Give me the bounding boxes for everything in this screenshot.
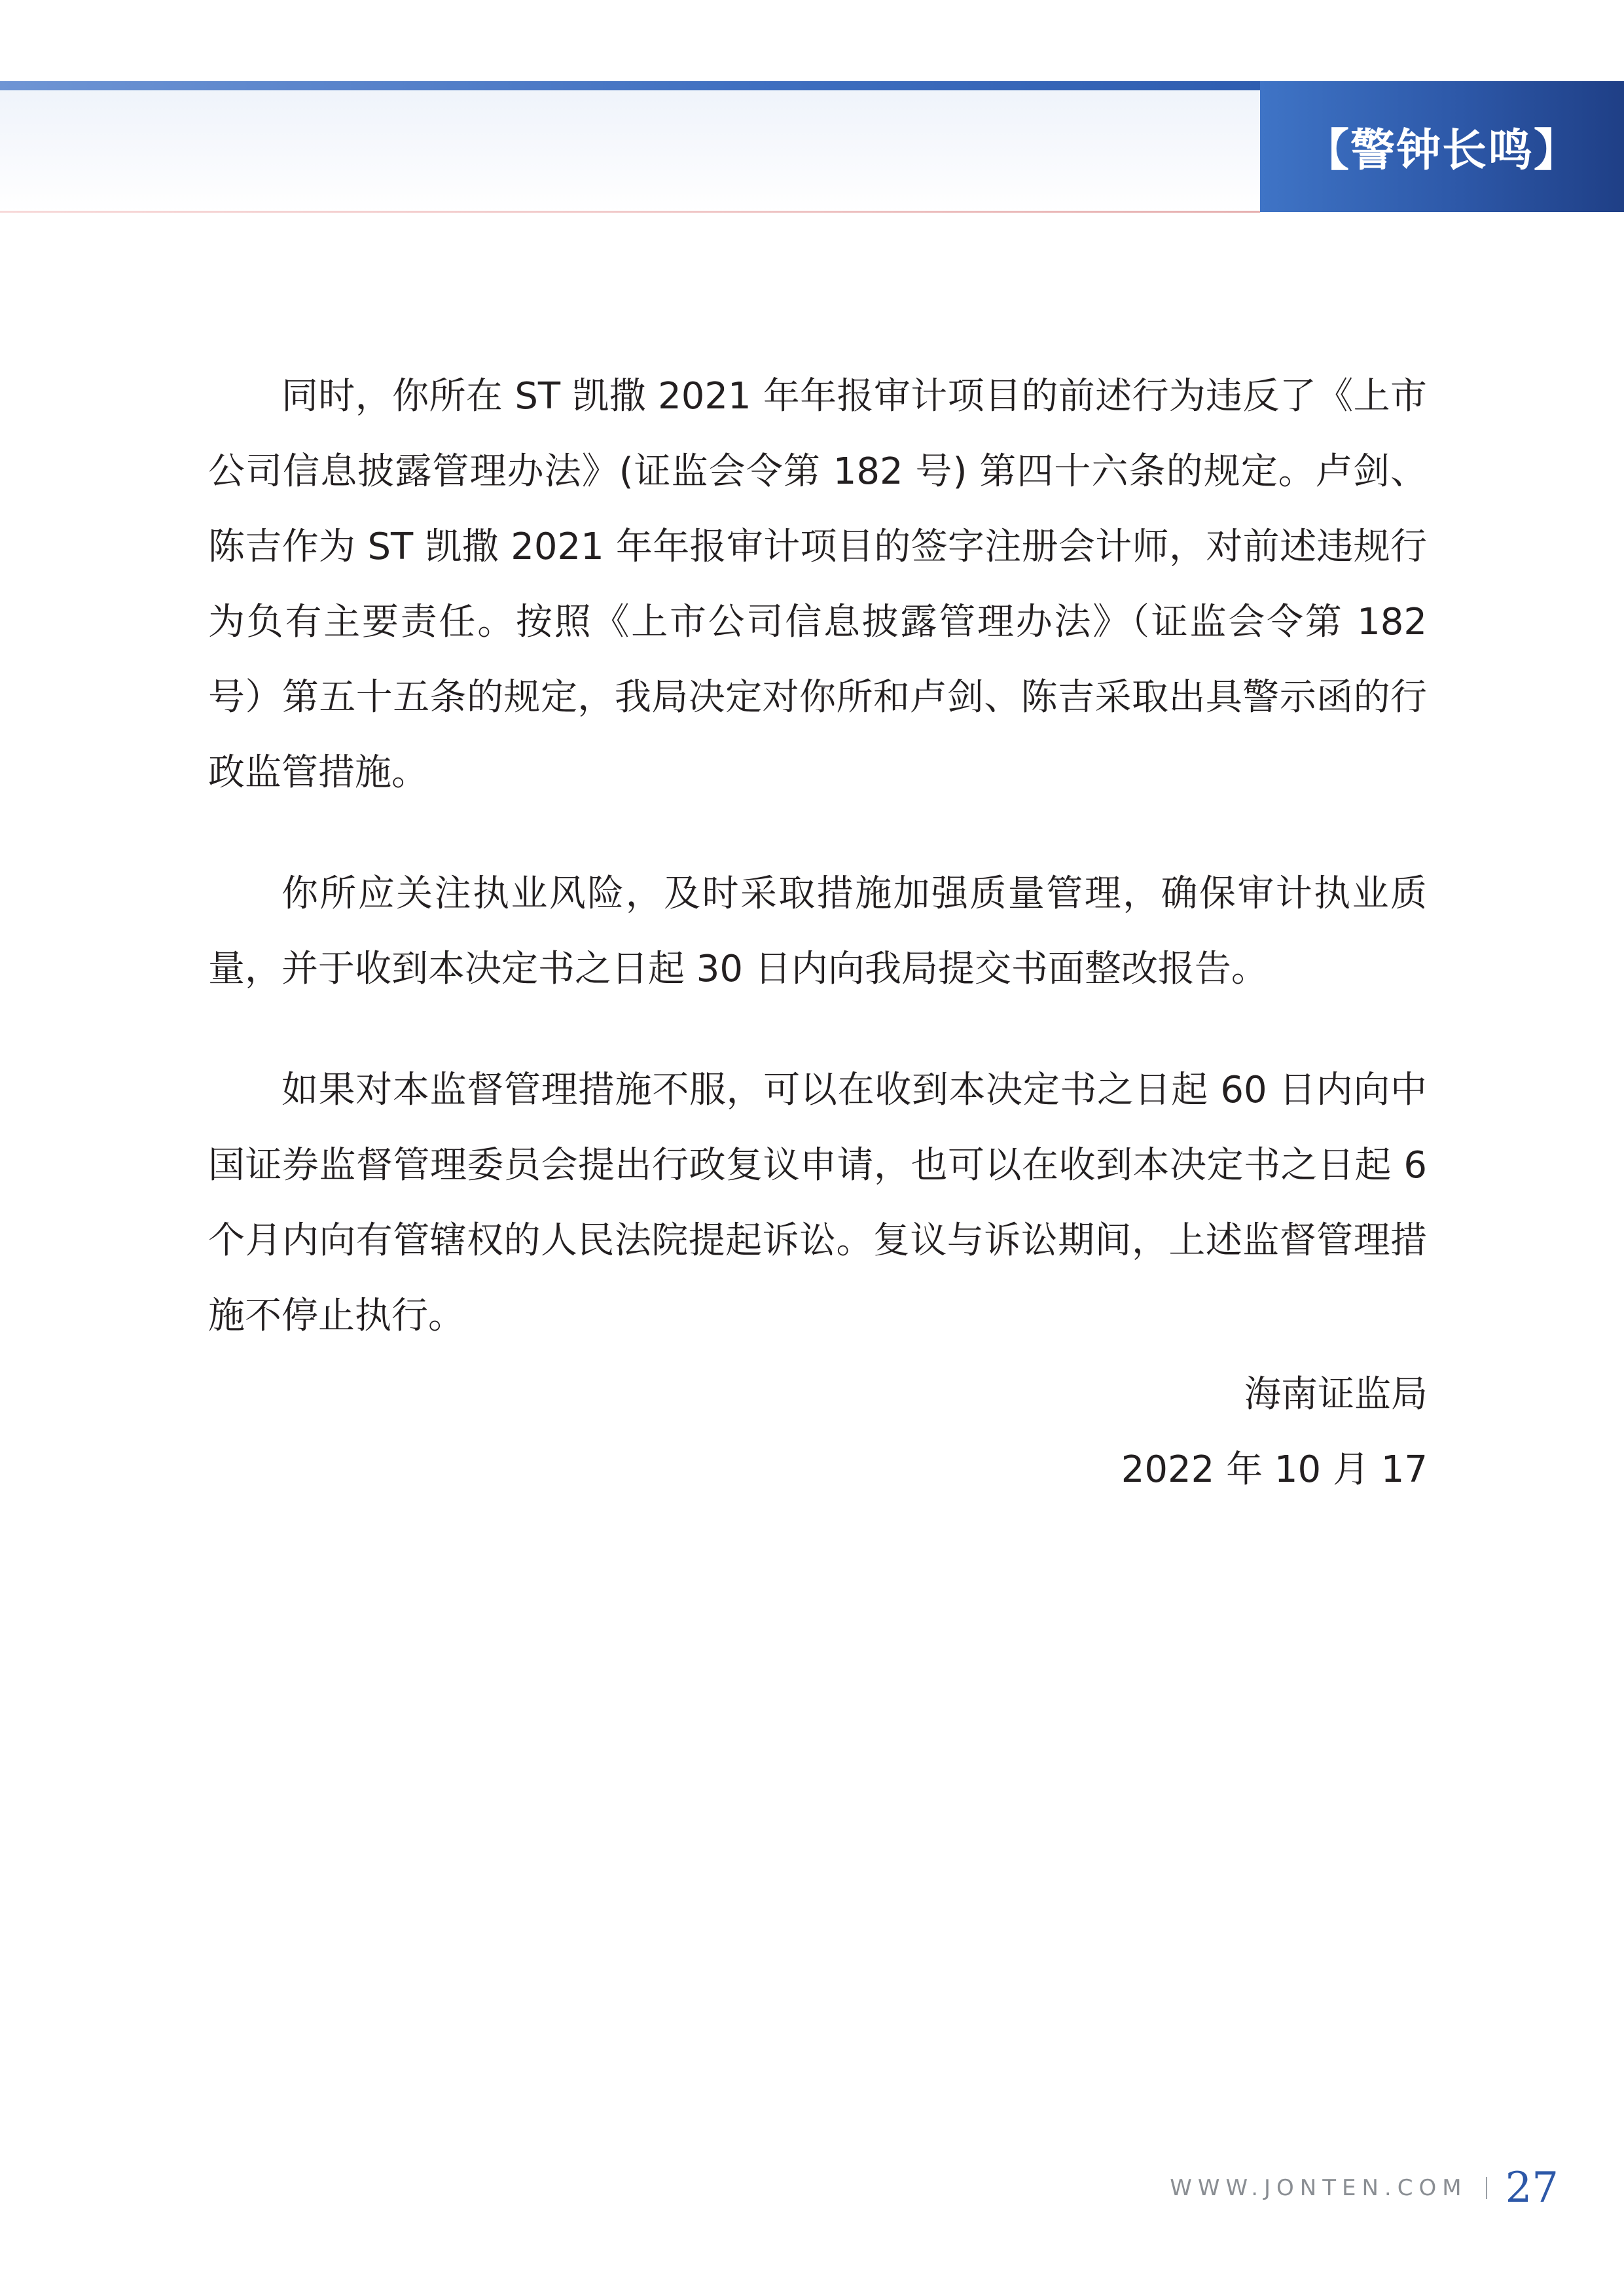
issuer-name: 海南证监局	[1244, 1373, 1428, 1416]
section-tag-label: 【警钟长鸣】	[1304, 124, 1579, 177]
paragraph: 如果对本监督管理措施不服，可以在收到本决定书之日起 60 日内向中国证券监督管理委员会提出行政复议申请，也可以在收到本决定书之日起 6 个月内向有管辖权的人民法院提起诉讼。复议与诉讼期间，上述监督管理措施不停止执行。	[208, 1069, 1427, 1337]
paragraph: 同时，你所在 ST 凯撒 2021 年年报审计项目的前述行为违反了《上市公司信息披露管理办法》(证监会令第 182 号) 第四十六条的规定。卢剑、陈吉作为 ST 凯撒 2021 年年报审计项目的签字注册会计师，对前述违规行为负有主要责任。按照《上市公司信息披露管理办法》（证监会令第 182 号）第五十五条的规定，我局决定对你所和卢剑、陈吉采取出具警示函的行政监管措施。	[208, 375, 1427, 794]
issue-date: 2022 年 10 月 17	[1121, 1448, 1428, 1491]
signature-block	[1121, 1357, 1428, 1507]
header-band	[0, 81, 1260, 212]
paragraph: 你所应关注执业风险，及时采取措施加强质量管理，确保审计执业质量，并于收到本决定书之日起 30 日内向我局提交书面整改报告。	[208, 872, 1427, 990]
website-url: WWW.JONTEN.COM	[1170, 2175, 1468, 2201]
section-tag	[1260, 81, 1624, 212]
page-number: 27	[1505, 2164, 1559, 2212]
header-top-rule	[0, 81, 1260, 90]
document-body	[208, 359, 1427, 1399]
footer-divider	[1486, 2177, 1487, 2199]
page-footer	[1170, 2159, 1559, 2217]
header-bottom-rule	[0, 211, 1260, 213]
